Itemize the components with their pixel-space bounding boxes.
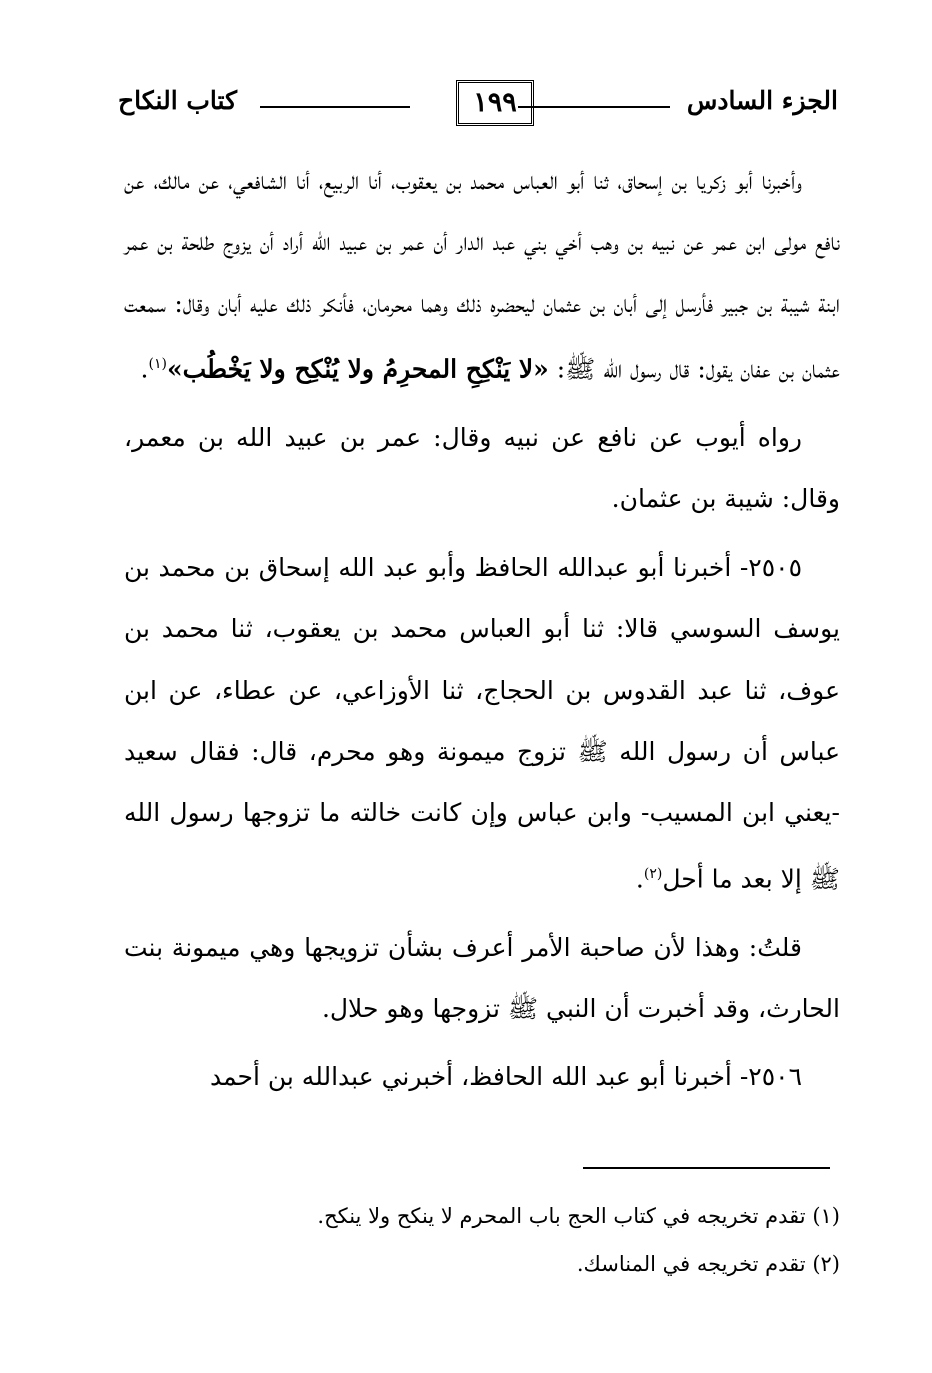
header-rule-right (518, 106, 670, 108)
paragraph-hadith-2505: ٢٥٠٥- أخبرنا أبو عبدالله الحافظ وأبو عبد الله إسحاق بن محمد بن يوسف السوسي قالا: ثنا أبو العباس محمد بن يعقوب، ثنا محمد بن عوف، ثنا عبد القدوس بن الحجاج، ثنا الأوزاعي، عن عطاء، عن ابن عباس أن رسول الله ﷺ تزوج ميمونة وهو محرم، قال: فقال سعيد -يعني ابن المسيب- وابن عباس وإن كانت خالته ما تزوجها رسول الله ﷺ إلا بعد ما أحل$^{(٢)}$. (124, 552, 840, 894)
footnote-separator (583, 1167, 830, 1169)
body-text (124, 150, 840, 1115)
volume-title: الجزء السادس (686, 86, 838, 115)
paragraph-hadith-2506: ٢٥٠٦- أخبرنا أبو عبد الله الحافظ، أخبرني عبدالله بن أحمد (209, 1062, 802, 1092)
footnote-ref-1: (١) (148, 356, 167, 373)
running-header (118, 72, 838, 132)
footnote-ref-2: (٢) (643, 865, 663, 882)
page-number: ١٩٩ (456, 80, 534, 126)
hadith-quote: «لا يَنْكِحِ المحرِمُ ولا يُنْكِح ولا يَخْطُب» (166, 354, 549, 384)
header-rule-left (260, 106, 410, 108)
footnotes (124, 1192, 840, 1288)
footnote-2: (٢) تقدم تخريجه في المناسك. (576, 1252, 840, 1276)
paragraph-1: وأخبرنا أبو زكريا بن إسحاق، ثنا أبو العباس محمد بن يعقوب، أنا الربيع، أنا الشافعي، عن مالك، عن نافع مولى ابن عمر عن نبيه بن وهب أخي بني عبد الدار أن عمر بن عبيد الله أراد أن يزوج طلحة بن عمر ابنة شيبة بن جبير فأرسل إلى أبان بن عثمان ليحضره ذلك وهما محرمان، فأنكر ذلك عليه أبان وقال: سمعت عثمان بن عفان يقول: قال رسول الله ﷺ: «لا يَنْكِحِ المحرِمُ ولا يُنْكِح ولا يَخْطُب»$^{(١)}$. (124, 166, 840, 384)
paragraph-comment: قلتُ: وهذا لأن صاحبة الأمر أعرف بشأن تزويجها وهي ميمونة بنت الحارث، وقد أخبرت أن النبي ﷺ تزوجها وهو حلال. (124, 932, 840, 1023)
footnote-1: (١) تقدم تخريجه في كتاب الحج باب المحرم لا ينكح ولا ينكح. (317, 1204, 840, 1228)
book-title: كتاب النكاح (118, 86, 237, 115)
paragraph-2: رواه أيوب عن نافع عن نبيه وقال: عمر بن عبيد الله بن معمر، وقال: شيبة بن عثمان. (124, 422, 840, 514)
